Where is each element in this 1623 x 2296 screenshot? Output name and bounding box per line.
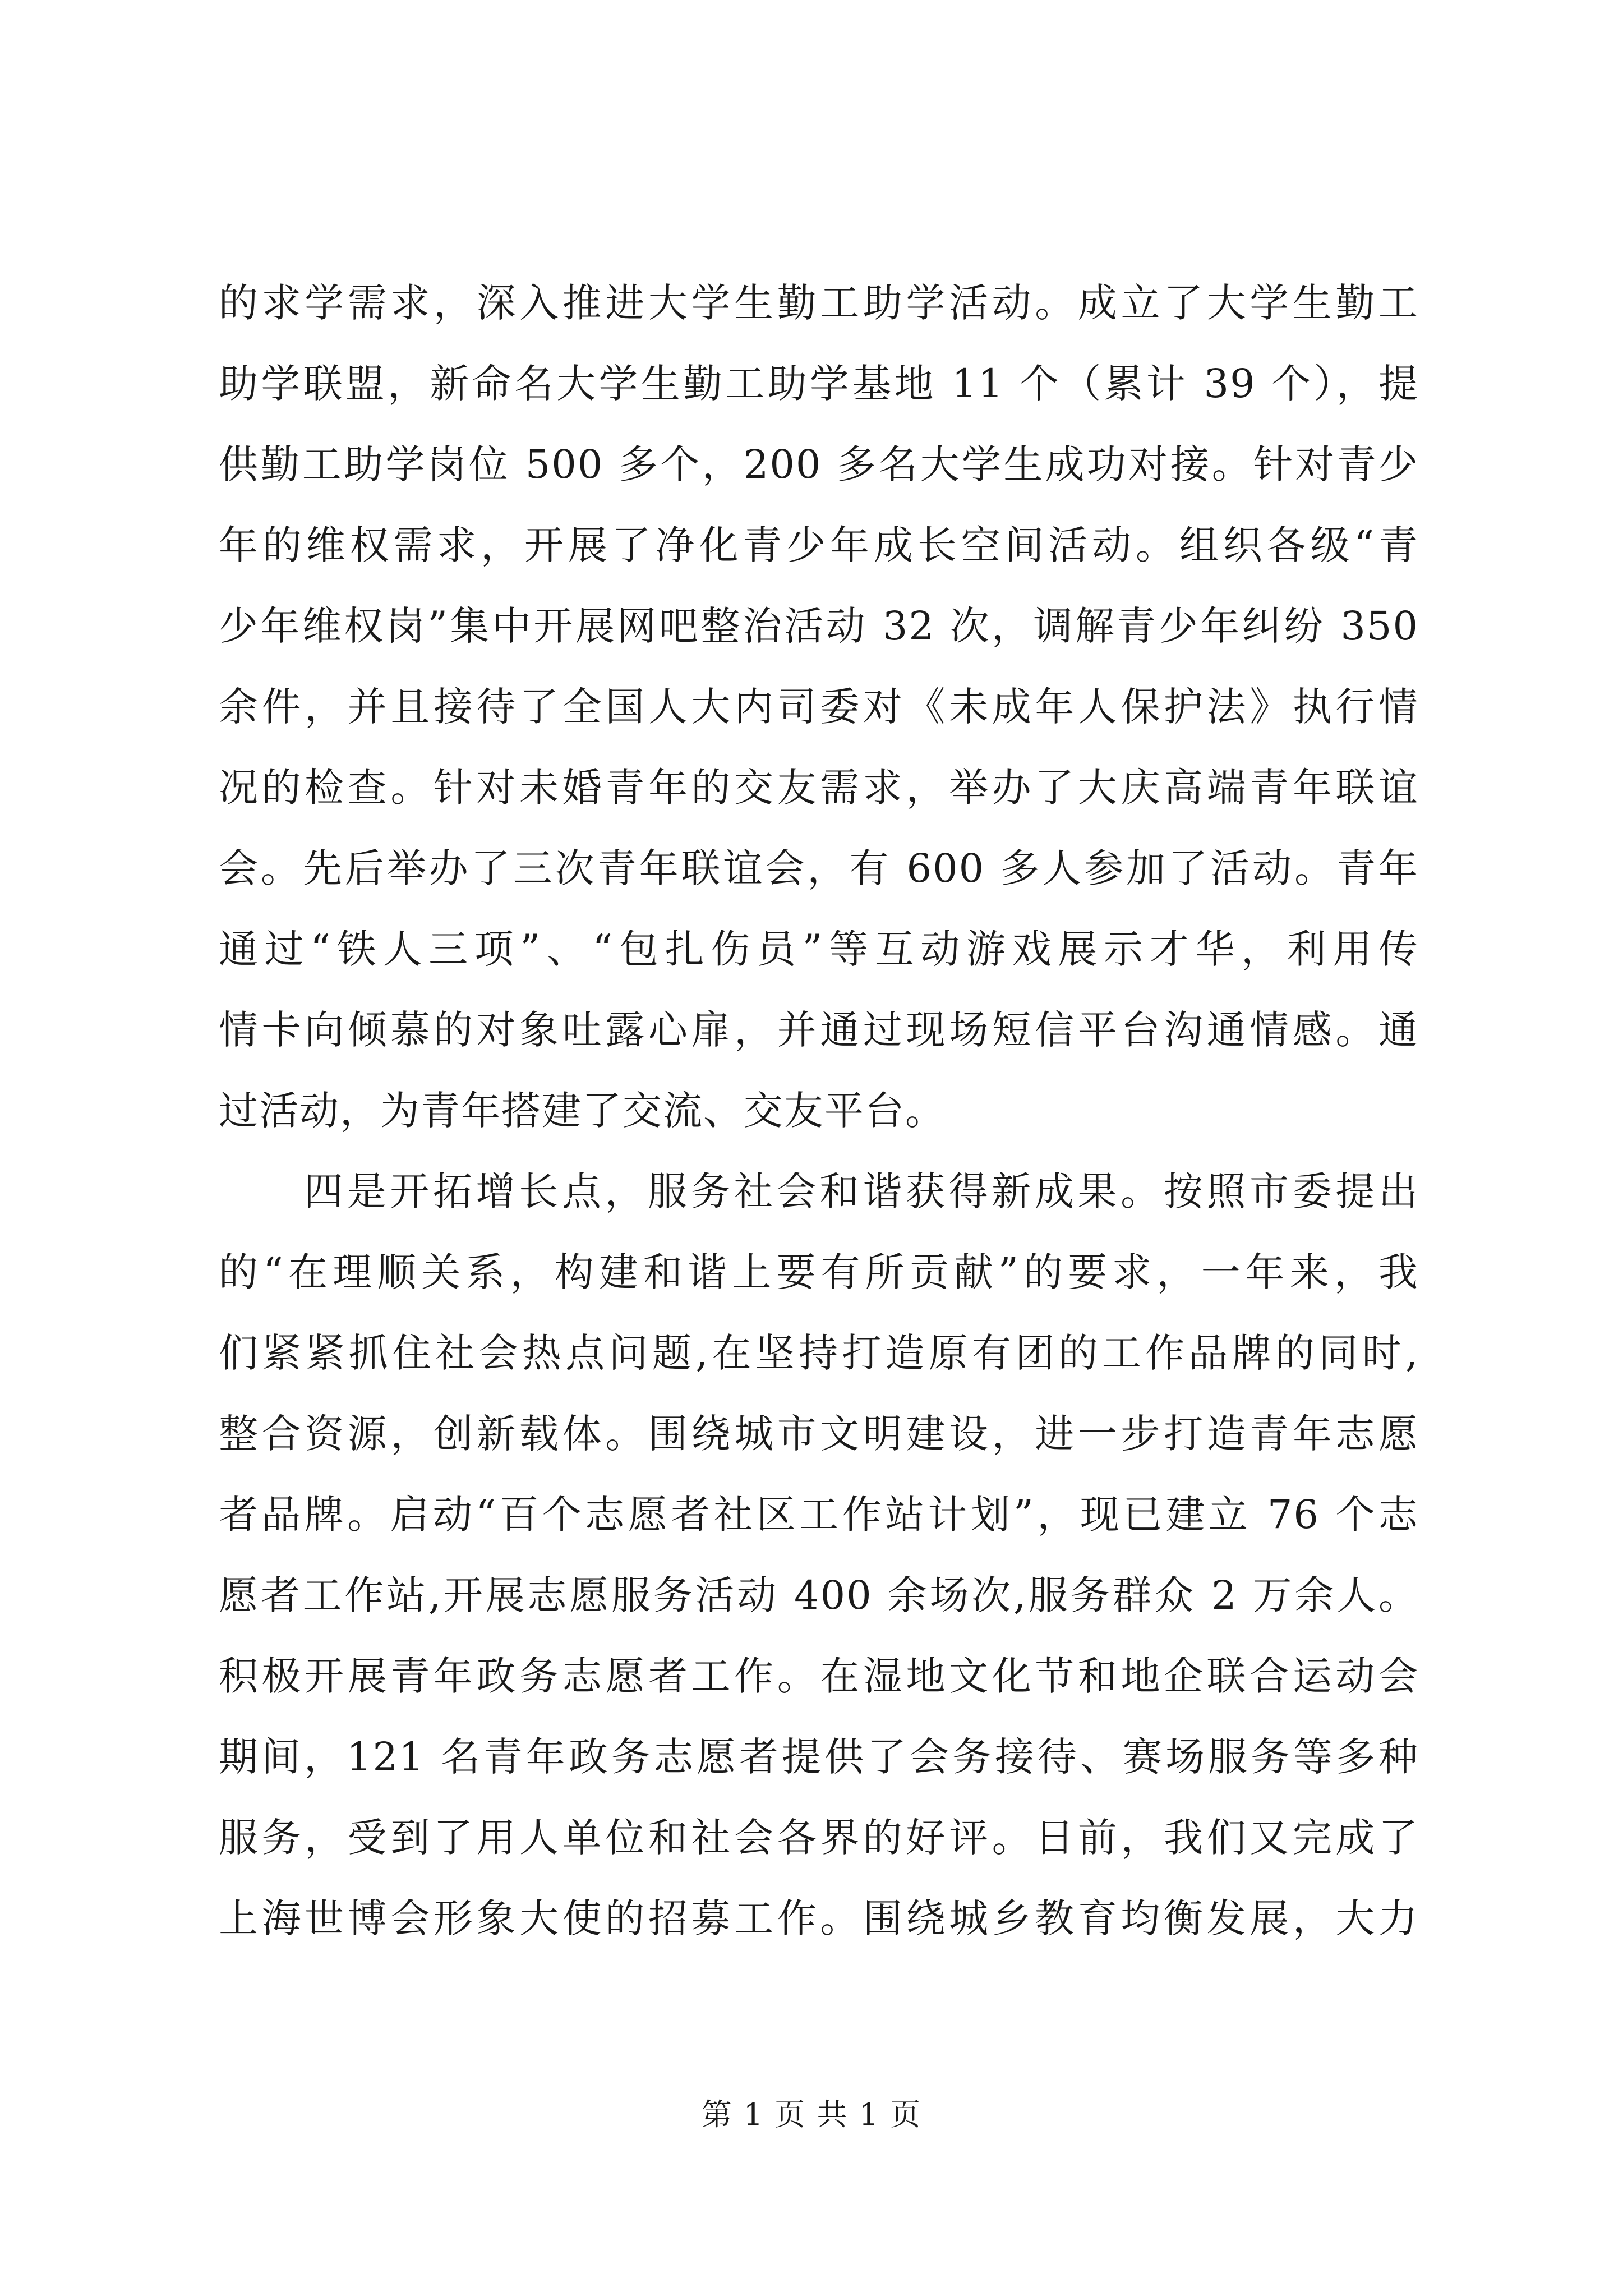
page-footer: [0, 2095, 1623, 2134]
paragraph-first-line: 四是开拓增长点，服务社会和谐获得新成果。按照市委提出: [304, 1168, 1419, 1214]
text-line: 的“在理顺关系，构建和谐上要有所贡献”的要求，一年来，我: [219, 1249, 1419, 1295]
text-line: 期间，121 名青年政务志愿者提供了会务接待、赛场服务等多种: [219, 1734, 1419, 1780]
text-line: 余件，并且接待了全国人大内司委对《未成年人保护法》执行情: [219, 684, 1419, 730]
text-line: 者品牌。启动“百个志愿者社区工作站计划”，现已建立 76 个志: [219, 1492, 1419, 1538]
text-line: 情卡向倾慕的对象吐露心扉，并通过现场短信平台沟通情感。通: [219, 1007, 1419, 1053]
text-line: 们紧紧抓住社会热点问题,在坚持打造原有团的工作品牌的同时,: [219, 1330, 1419, 1376]
text-line: 少年维权岗”集中开展网吧整治活动 32 次，调解青少年纠纷 350: [219, 603, 1419, 649]
text-line: 过活动，为青年搭建了交流、交友平台。: [219, 1088, 946, 1134]
text-line: 积极开展青年政务志愿者工作。在湿地文化节和地企联合运动会: [219, 1653, 1419, 1699]
text-line: 年的维权需求，开展了净化青少年成长空间活动。组织各级“青: [219, 522, 1419, 568]
text-line: 整合资源，创新载体。围绕城市文明建设，进一步打造青年志愿: [219, 1411, 1419, 1457]
text-line: 通过“铁人三项”、“包扎伤员”等互动游戏展示才华，利用传: [219, 926, 1419, 972]
text-line: 的求学需求，深入推进大学生勤工助学活动。成立了大学生勤工: [219, 280, 1419, 326]
body-text: [219, 263, 1419, 1959]
text-line: 服务，受到了用人单位和社会各界的好评。日前，我们又完成了: [219, 1815, 1419, 1861]
text-line: 供勤工助学岗位 500 多个，200 多名大学生成功对接。针对青少: [219, 441, 1419, 487]
text-line: 况的检查。针对未婚青年的交友需求，举办了大庆高端青年联谊: [219, 765, 1419, 811]
page-number-label: 第 1 页 共 1 页: [701, 2097, 922, 2132]
text-line: 助学联盟，新命名大学生勤工助学基地 11 个（累计 39 个），提: [219, 361, 1419, 407]
text-line: 愿者工作站,开展志愿服务活动 400 余场次,服务群众 2 万余人。: [219, 1572, 1419, 1618]
text-line: 会。先后举办了三次青年联谊会，有 600 多人参加了活动。青年: [219, 845, 1419, 891]
text-line: 上海世博会形象大使的招募工作。围绕城乡教育均衡发展，大力: [219, 1895, 1419, 1941]
